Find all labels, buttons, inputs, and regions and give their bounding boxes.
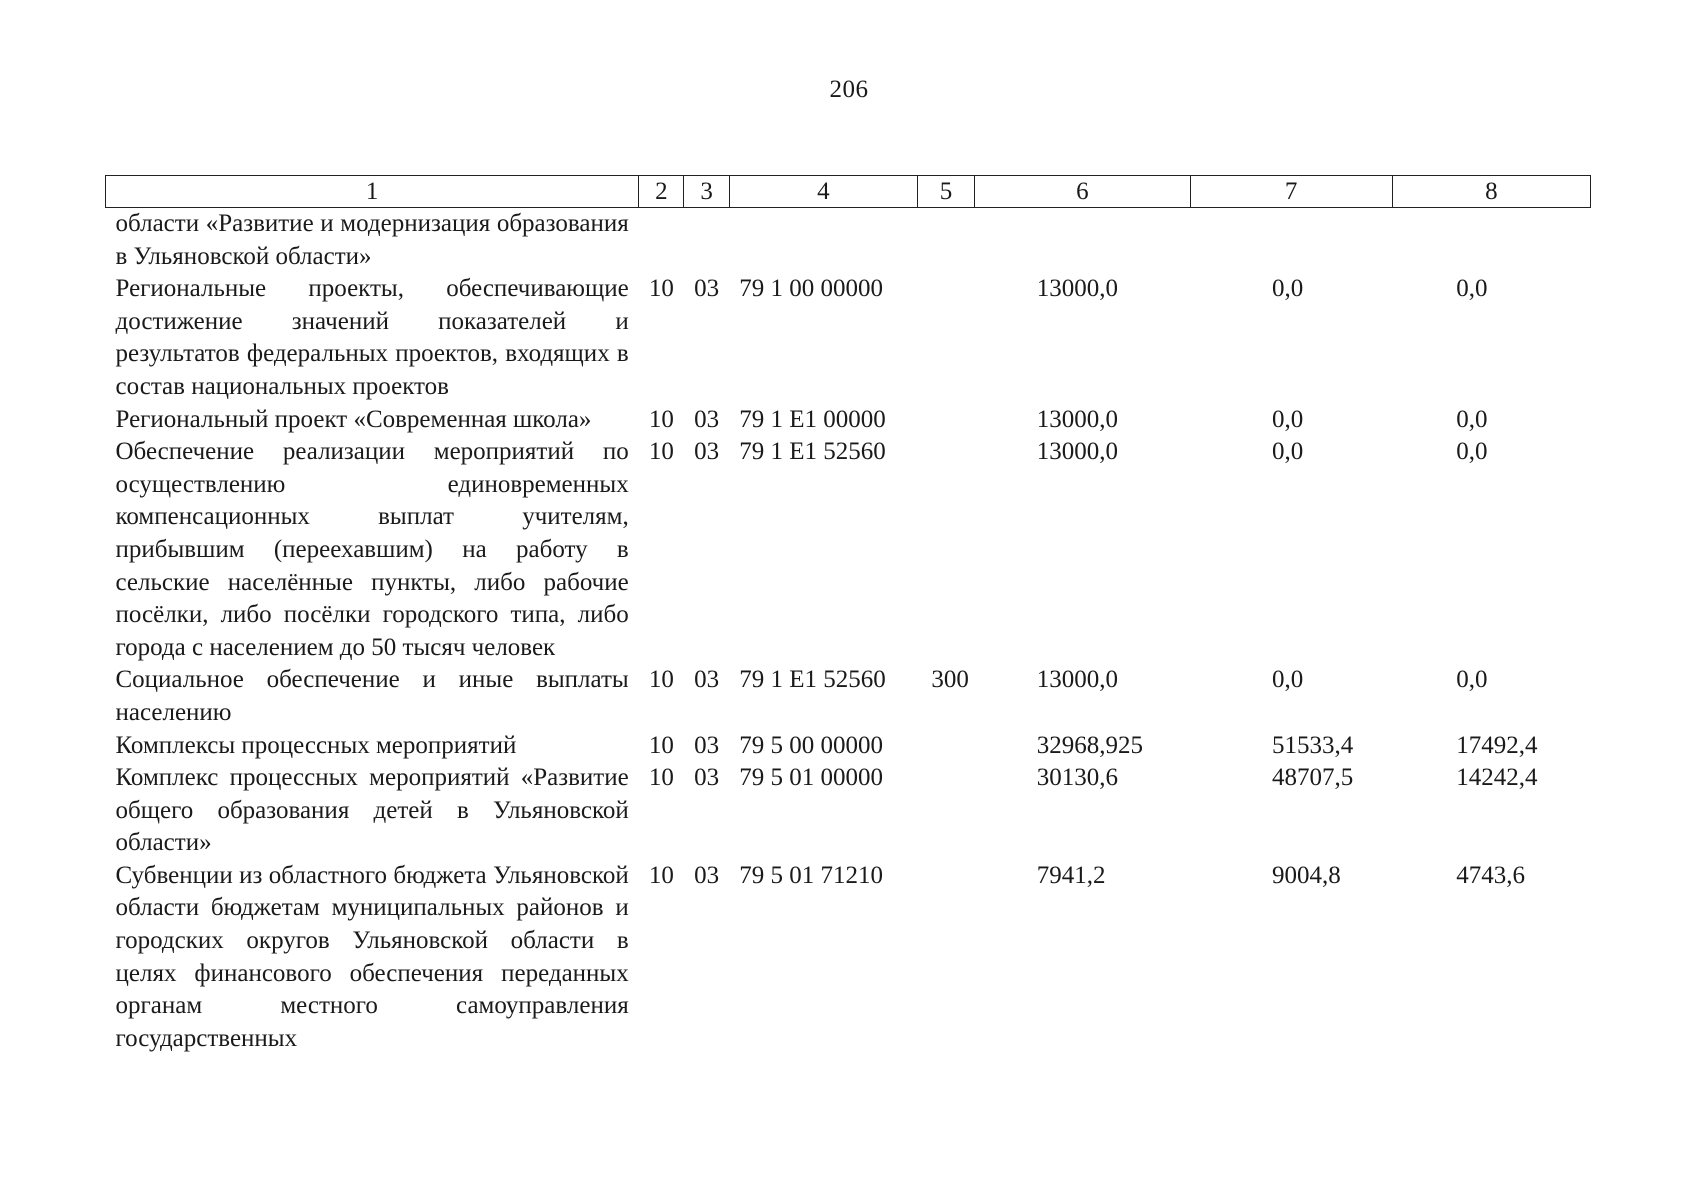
table-row (106, 860, 1591, 1056)
row-vr: 300 (931, 666, 969, 694)
row-year1: 13000,0 (1036, 275, 1118, 303)
table-row (106, 404, 1591, 437)
row-year1: 13000,0 (1036, 666, 1118, 694)
table-row (106, 273, 1591, 403)
row-year1: 13000,0 (1036, 438, 1118, 466)
table-row (106, 208, 1591, 274)
row-vr (917, 273, 974, 403)
row-name: Социальное обеспечение и иные выплаты населению (115, 666, 629, 726)
row-name: Региональный проект «Современная школа» (115, 405, 592, 433)
row-vr (917, 860, 974, 1056)
row-year2: 0,0 (1272, 275, 1304, 303)
row-subsection: 03 (694, 861, 720, 889)
row-section (639, 208, 684, 274)
row-year2: 0,0 (1272, 438, 1304, 466)
row-section: 10 (648, 764, 674, 792)
row-year1 (975, 208, 1190, 274)
row-csr: 79 5 00 00000 (739, 731, 883, 759)
row-name: Обеспечение реализации мероприятий по осуществлению единовременных компенсационных выплат учителям, прибывшим (переехавшим) на работу в сельские населённые пункты, либо рабочие посёлки, либо посёлки городского типа, либо города с населением до 50 тысяч человек (115, 438, 629, 661)
row-subsection (684, 208, 729, 274)
row-year1: 32968,925 (1036, 731, 1143, 759)
row-year3: 4743,6 (1456, 861, 1525, 889)
row-name: Комплексы процессных мероприятий (115, 731, 517, 759)
row-subsection: 03 (694, 764, 720, 792)
header-col-3: 3 (684, 176, 729, 208)
row-year2: 9004,8 (1272, 861, 1341, 889)
row-vr (917, 208, 974, 274)
row-section: 10 (648, 438, 674, 466)
header-col-5: 5 (917, 176, 974, 208)
header-col-7: 7 (1190, 176, 1392, 208)
row-subsection: 03 (694, 405, 720, 433)
table-row (106, 436, 1591, 664)
row-year3: 0,0 (1456, 666, 1488, 694)
row-section: 10 (648, 666, 674, 694)
row-subsection: 03 (694, 731, 720, 759)
table-row (106, 664, 1591, 729)
row-year3 (1392, 208, 1590, 274)
row-year2 (1190, 208, 1392, 274)
header-col-1: 1 (106, 176, 639, 208)
row-vr (917, 436, 974, 664)
row-year1: 7941,2 (1036, 861, 1106, 889)
row-section: 10 (648, 275, 674, 303)
table-row (106, 730, 1591, 763)
row-year1: 13000,0 (1036, 405, 1118, 433)
page-number: 206 (829, 76, 869, 103)
row-section: 10 (648, 405, 674, 433)
row-year3: 0,0 (1456, 405, 1488, 433)
row-name: области «Развитие и модернизация образования в Ульяновской области» (115, 210, 629, 270)
row-name: Субвенции из областного бюджета Ульяновской области бюджетам муниципальных районов и городских округов Ульяновской области в целях финансового обеспечения переданных органам местного самоуправления государственных (115, 861, 629, 1052)
row-vr (917, 404, 974, 437)
row-section: 10 (648, 861, 674, 889)
table-row (106, 762, 1591, 860)
header-row (106, 176, 1591, 208)
row-subsection: 03 (694, 438, 720, 466)
row-year3: 0,0 (1456, 438, 1488, 466)
row-csr: 79 1 E1 52560 (739, 438, 886, 466)
row-name: Региональные проекты, обеспечивающие достижение значений показателей и результатов федеральных проектов, входящих в состав национальных проектов (115, 275, 629, 400)
row-name: Комплекс процессных мероприятий «Развитие общего образования детей в Ульяновской области» (115, 764, 629, 857)
row-year2: 48707,5 (1272, 764, 1354, 792)
header-col-2: 2 (639, 176, 684, 208)
row-year3: 17492,4 (1456, 731, 1538, 759)
row-csr: 79 1 E1 00000 (739, 405, 886, 433)
row-year2: 0,0 (1272, 666, 1304, 694)
row-year1: 30130,6 (1036, 764, 1118, 792)
row-vr (917, 762, 974, 860)
header-col-6: 6 (975, 176, 1190, 208)
row-csr: 79 1 E1 52560 (739, 666, 886, 694)
row-csr: 79 5 01 00000 (739, 764, 883, 792)
row-subsection: 03 (694, 666, 720, 694)
row-vr (917, 730, 974, 763)
row-year2: 51533,4 (1272, 731, 1354, 759)
row-year2: 0,0 (1272, 405, 1304, 433)
header-col-8: 8 (1392, 176, 1590, 208)
row-csr (729, 208, 917, 274)
row-section: 10 (648, 731, 674, 759)
row-year3: 14242,4 (1456, 764, 1538, 792)
row-csr: 79 5 01 71210 (739, 861, 883, 889)
row-year3: 0,0 (1456, 275, 1488, 303)
budget-table (105, 175, 1591, 1055)
header-col-4: 4 (729, 176, 917, 208)
row-subsection: 03 (694, 275, 720, 303)
row-csr: 79 1 00 00000 (739, 275, 883, 303)
